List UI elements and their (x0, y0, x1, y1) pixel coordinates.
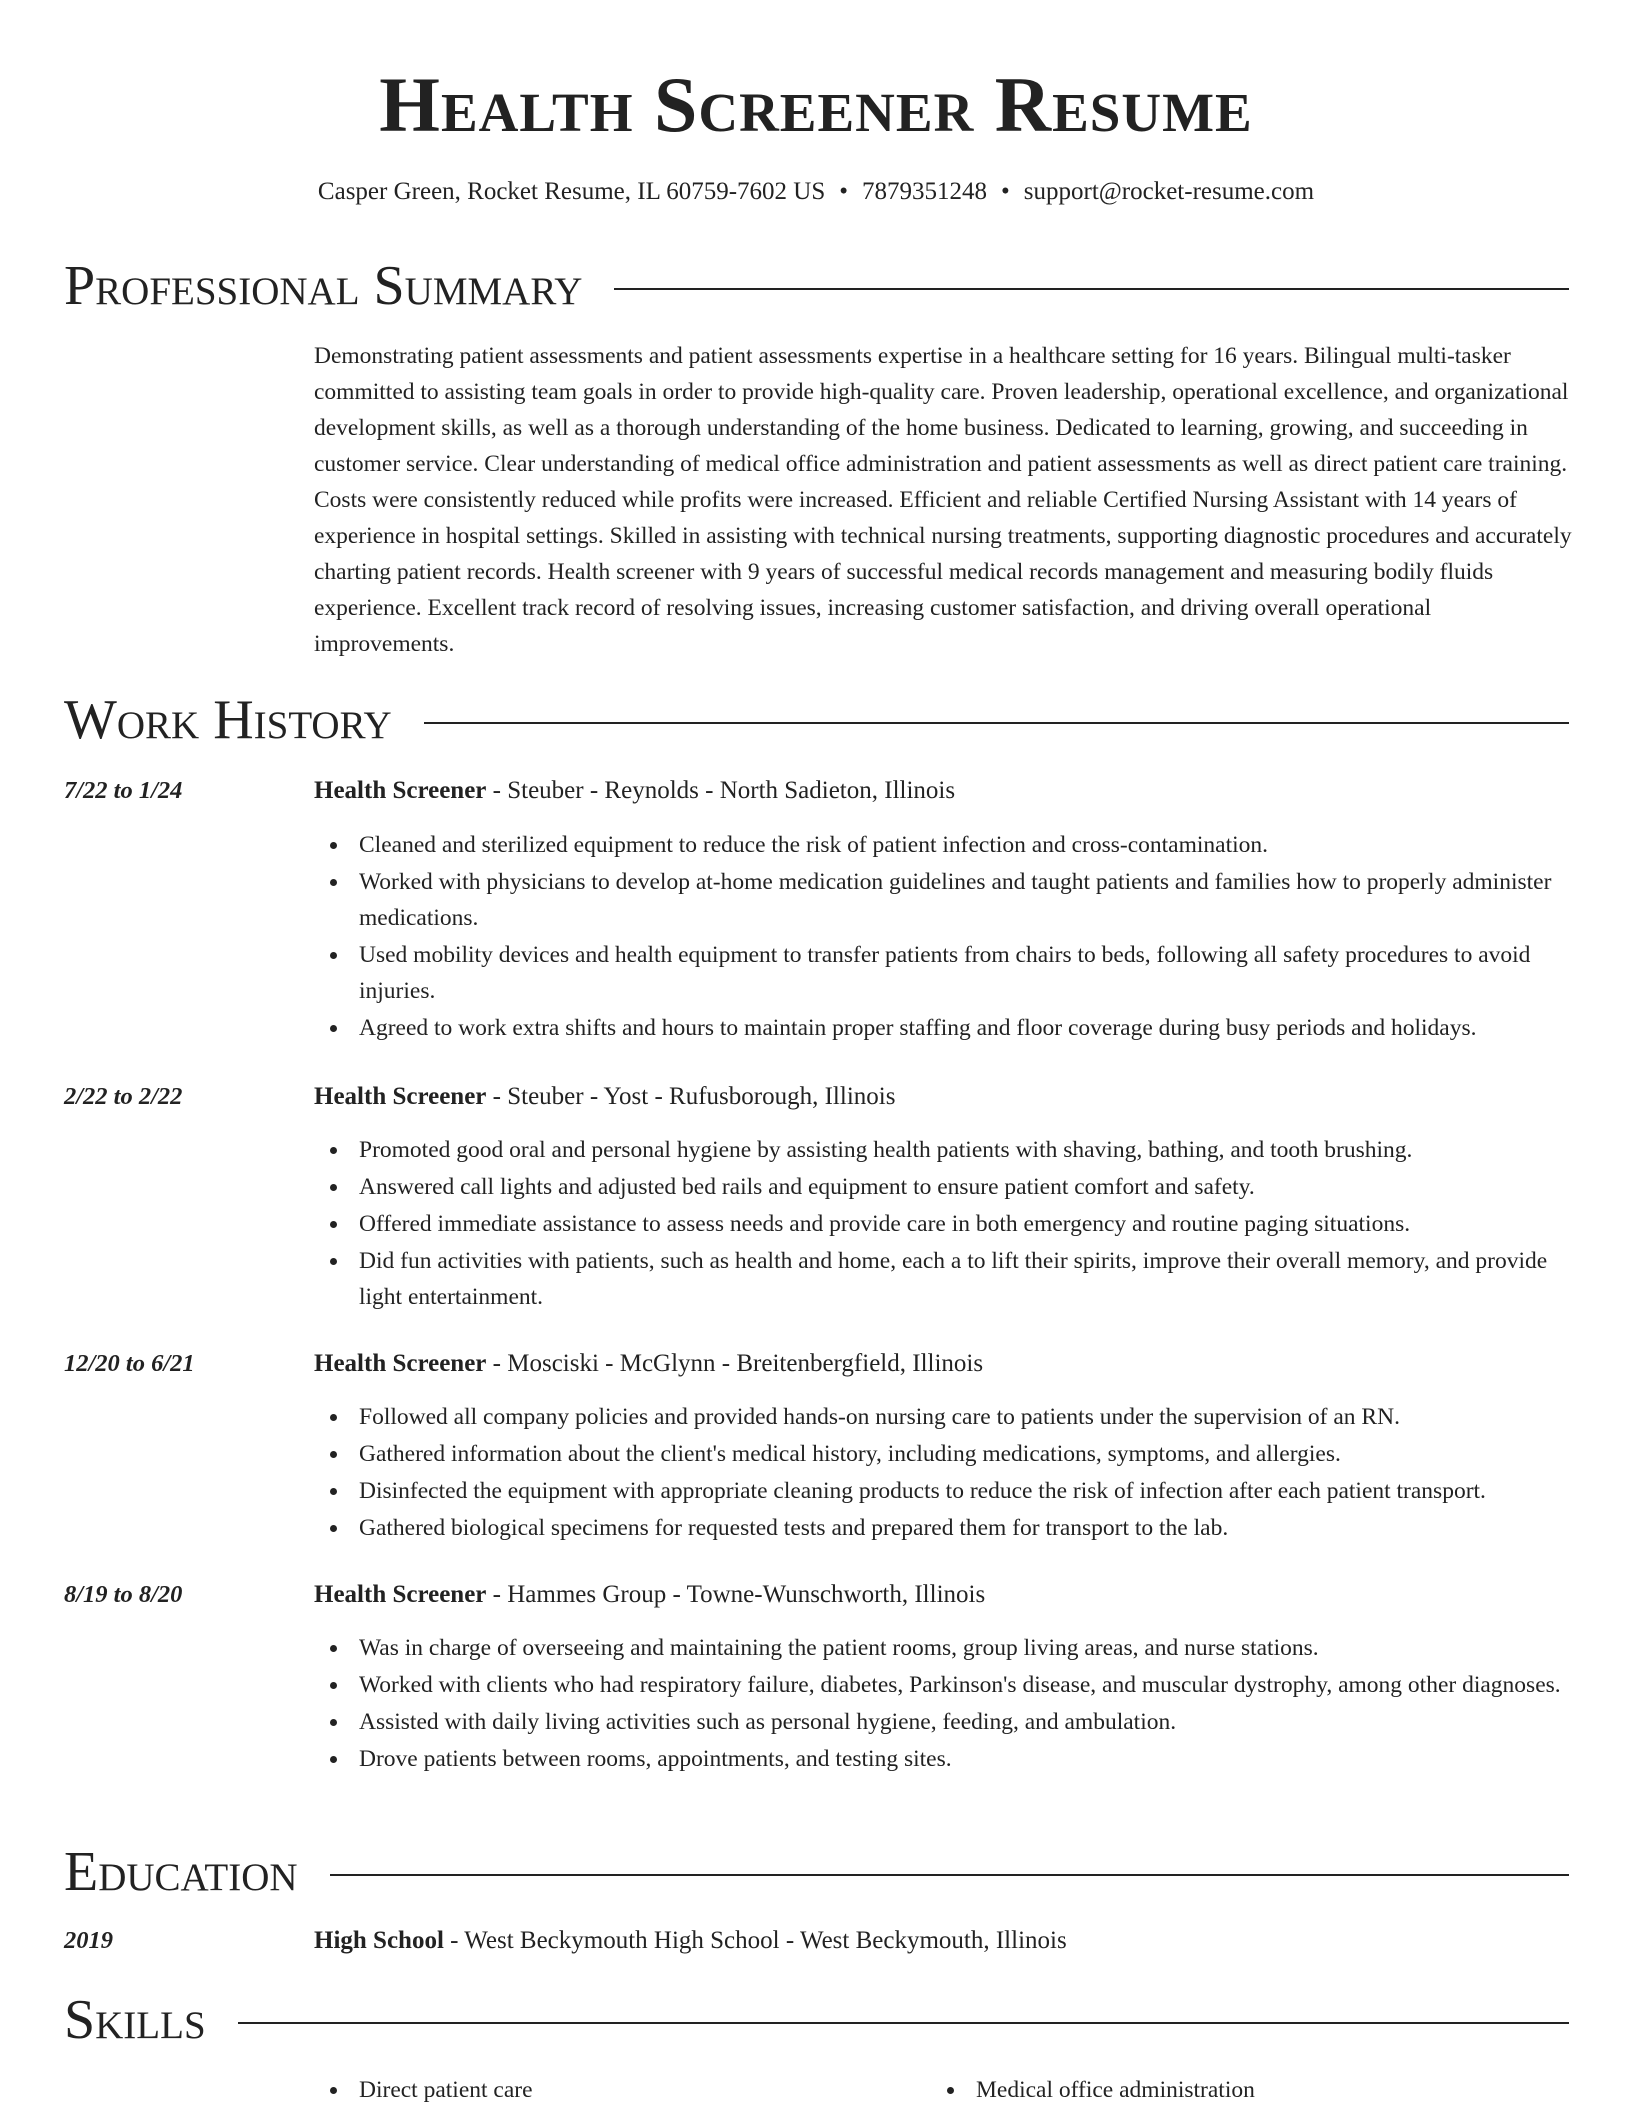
job-title: Health Screener (314, 777, 487, 804)
job-employer-location: - Hammes Group - Towne-Wunschworth, Illinois (486, 1581, 986, 1608)
contact-phone: 7879351248 (862, 178, 987, 205)
education-degree: High School (314, 1927, 444, 1954)
job-duties-list (314, 827, 1579, 1047)
job-title: Health Screener (314, 1083, 487, 1110)
education-school-location: - West Beckymouth High School - West Beckymouth, Illinois (443, 1927, 1067, 1954)
section-header-education (64, 1840, 1569, 1904)
section-divider (614, 288, 1569, 290)
section-divider (424, 722, 1569, 724)
job-duties-list (314, 1630, 1579, 1778)
job-title: Health Screener (314, 1350, 487, 1377)
job-heading (314, 1577, 1572, 1613)
section-header-skills (64, 1988, 1569, 2052)
section-header-summary (64, 254, 1569, 318)
job-duties-list (314, 1399, 1579, 1547)
section-title-summary: Professional Summary (64, 255, 583, 317)
skills-column-left (314, 2072, 931, 2108)
contact-separator: • (839, 178, 848, 205)
summary-paragraph: Demonstrating patient assessments and patient assessments expertise in a healthcare setting for 16 years. Bilingual multi-tasker committed to assisting team goals in order to provide high-quality care. Proven leadership, operational excellence, and organizational development skills, as well as a thorough understanding of the home business. Dedicated to learning, growing, and succeeding in customer service. Clear understanding of medical office administration and patient assessments as well as direct patient care training. Costs were consistently reduced while profits were increased. Efficient and reliable Certified Nursing Assistant with 14 years of experience in hospital settings. Skilled in assisting with technical nursing treatments, supporting diagnostic procedures and accurately charting patient records. Health screener with 9 years of successful medical records management and measuring bodily fluids experience. Excellent track record of resolving issues, increasing customer satisfaction, and driving overall operational improvements. (314, 343, 1572, 657)
skill-item: Direct patient care (314, 2072, 931, 2108)
job-duty: Disinfected the equipment with appropriate cleaning products to reduce the risk of infection after each patient transport. (314, 1473, 1579, 1509)
job-duty: Cleaned and sterilized equipment to reduce the risk of patient infection and cross-contamination. (314, 827, 1579, 863)
skills-column-right (931, 2072, 1548, 2108)
job-duty: Worked with clients who had respiratory failure, diabetes, Parkinson's disease, and muscular dystrophy, among other diagnoses. (314, 1667, 1579, 1703)
job-duty: Gathered information about the client's medical history, including medications, symptoms, and allergies. (314, 1436, 1579, 1472)
job-dates: 2/22 to 2/22 (64, 1083, 183, 1110)
job-duty: Assisted with daily living activities such as personal hygiene, feeding, and ambulation. (314, 1704, 1579, 1740)
contact-line (0, 174, 1632, 210)
job-duty: Promoted good oral and personal hygiene by assisting health patients with shaving, bathing, and tooth brushing. (314, 1132, 1579, 1168)
job-employer-location: - Mosciski - McGlynn - Breitenbergfield, Illinois (486, 1350, 984, 1377)
skills-list (314, 2072, 1572, 2108)
job-duty: Gathered biological specimens for requested tests and prepared them for transport to the lab. (314, 1510, 1579, 1546)
section-header-work (64, 688, 1569, 752)
job-dates: 12/20 to 6/21 (64, 1350, 195, 1377)
job-heading (314, 1079, 1572, 1115)
job-title: Health Screener (314, 1581, 487, 1608)
job-employer-location: - Steuber - Yost - Rufusborough, Illinois (486, 1083, 896, 1110)
section-title-skills: Skills (64, 1989, 206, 2051)
job-dates: 8/19 to 8/20 (64, 1581, 183, 1608)
job-duty: Followed all company policies and provided hands-on nursing care to patients under the supervision of an RN. (314, 1399, 1579, 1435)
job-employer-location: - Steuber - Reynolds - North Sadieton, Illinois (486, 777, 956, 804)
job-duty: Drove patients between rooms, appointments, and testing sites. (314, 1741, 1579, 1777)
job-duty: Used mobility devices and health equipment to transfer patients from chairs to beds, following all safety procedures to avoid injuries. (314, 937, 1579, 1009)
section-divider (330, 1874, 1569, 1876)
skill-item: Medical office administration (931, 2072, 1548, 2108)
job-heading (314, 773, 1572, 809)
job-duty: Was in charge of overseeing and maintaining the patient rooms, group living areas, and nurse stations. (314, 1630, 1579, 1666)
contact-address: Casper Green, Rocket Resume, IL 60759-7602 US (317, 178, 826, 205)
section-title-work: Work History (64, 689, 392, 751)
job-duty: Answered call lights and adjusted bed rails and equipment to ensure patient comfort and safety. (314, 1169, 1579, 1205)
job-duty: Worked with physicians to develop at-home medication guidelines and taught patients and families how to properly administer medications. (314, 864, 1579, 936)
section-title-education: Education (64, 1841, 298, 1903)
job-duty: Agreed to work extra shifts and hours to maintain proper staffing and floor coverage during busy periods and holidays. (314, 1010, 1579, 1046)
education-heading (314, 1923, 1572, 1959)
section-divider (238, 2022, 1569, 2024)
job-heading (314, 1346, 1572, 1382)
education-year: 2019 (64, 1927, 113, 1954)
contact-separator: • (1001, 178, 1010, 205)
job-duty: Offered immediate assistance to assess needs and provide care in both emergency and routine paging situations. (314, 1206, 1579, 1242)
resume-title: Health Screener Resume (379, 61, 1253, 148)
contact-email: support@rocket-resume.com (1023, 178, 1315, 205)
job-duty: Did fun activities with patients, such as health and home, each a to lift their spirits, improve their overall memory, and provide light entertainment. (314, 1243, 1579, 1315)
job-dates: 7/22 to 1/24 (64, 777, 183, 804)
job-duties-list (314, 1132, 1579, 1316)
